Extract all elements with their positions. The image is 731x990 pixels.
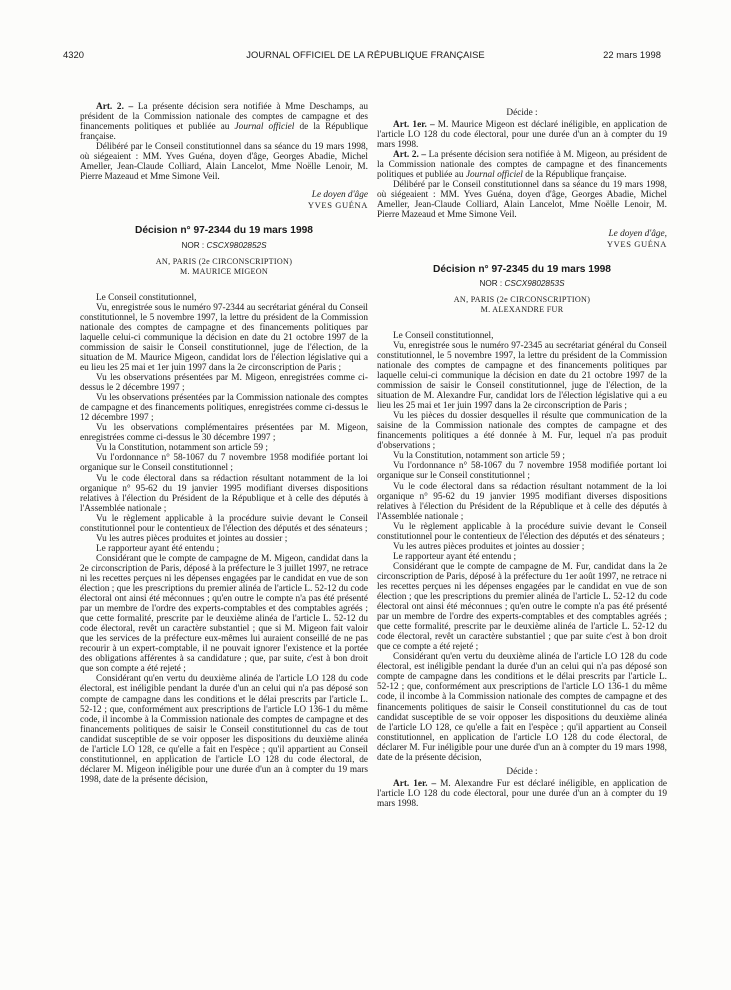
paragraph: Vu, enregistrée sous le numéro 97-2344 au secrétariat général du Conseil constitutionnel, le 5 novembre 1997, la lettre du président de la Commission nationale des comptes de campagne et des financements politiques par laquelle celui-ci communique la décision en date du 21 octobre 1997 de la commission de saisir le Conseil constitutionnel, juge de l'élection, de la situation de M. Maurice Migeon, candidat lors de l'élection législative qui a eu lieu les 25 mai et 1er juin 1997 dans la 2e circonscription de Paris ; [80,302,368,373]
article-1 [377,120,667,150]
decide-heading: Décide : [506,766,538,777]
page-number: 4320 [63,49,85,60]
deliberation: Délibéré par le Conseil constitutionnel dans sa séance du 19 mars 1998, où siégeaient : MM. Yves Guéna, doyen d'âge, Georges Abadie, Michel Ameller, Jean-Claude Colliard, Alain Lancelot, Mme Noëlle Lenoir, M. Pierre Mazeaud et Mme Simone Veil. [80,142,368,183]
nor-code: CSCX9802853S [504,278,565,288]
candidate-name: M. MAURICE MIGEON [179,266,269,276]
signature-title: Le doyen d'âge [311,190,368,201]
paragraph: Considérant qu'en vertu du deuxième alinéa de l'article LO 128 du code électoral, est inéligible pendant la durée d'un an celui qui n'a pas déposé son compte de campagne dans les conditions et le délai prescrits par l'article L. 52-12 ; que, conformément aux prescriptions de l'article LO 136-1 du même code, il incombe à la Commission nationale des comptes de campagne et des financements politiques de saisir le Conseil constitutionnel du cas de tout candidat susceptible de se voir opposer les dispositions du deuxième alinéa de l'article LO 128, ce qu'elle a fait en l'espèce ; qu'il appartient au Conseil constitutionnel, en application de l'article LO 128 du code électoral, de déclarer M. Migeon inéligible pour une durée d'un an à compter du 19 mars 1998, date de la présente décision, [80,674,368,785]
nor-reference [377,279,667,289]
decide-heading: Décide : [506,108,538,118]
final-article-1 [377,779,667,809]
nor-reference [80,241,368,251]
right-column [377,106,667,809]
paragraph: Vu le code électoral dans sa rédaction résultant notamment de la loi organique n° 95-62 du 19 janvier 1995 modifiant diverses dispositions relatives à l'élection du Président de la République et à celle des députés à l'Assemblée nationale ; [377,481,667,522]
circonscription: AN, PARIS (2e CIRCONSCRIPTION) [155,256,293,266]
paragraph: Le Conseil constitutionnel, [393,330,494,341]
decision-title: Décision n° 97-2344 du 19 mars 1998 [135,225,313,237]
decision-body [80,293,368,785]
paragraph: Vu le règlement applicable à la procédure suivie devant le Conseil constitutionnel pour le contentieux de l'élection des députés et des sénateurs ; [80,513,368,534]
article-text-end: de la République française. [80,122,369,143]
paragraph: Le rapporteur ayant été entendu ; [96,543,220,554]
signature-title: Le doyen d'âge, [608,228,667,239]
article-2 [80,102,368,142]
paragraph: Considérant que le compte de campagne de M. Migeon, candidat dans la 2e circonscription de Paris, déposé à la préfecture le 3 juillet 1997, ne retrace ni les recettes perçues ni les dépenses engagées par le candidat en vue de son élection ; que les prescriptions du premier alinéa de l'article L. 52-12 du code électoral ont ainsi été méconnues ; qu'en outre le compte n'a pas été présenté par un membre de l'ordre des experts-comptables et des comptables agréés ; que cette formalité, prescrite par le deuxième alinéa de l'article L. 52-12 du code électoral, revêt un caractère substantiel ; que si M. Migeon fait valoir que les services de la préfecture eux-mêmes lui auraient conseillé de ne pas recourir à un expert-comptable, il ne pouvait ignorer l'existence et la portée des obligations afférentes à sa candidature ; que, par suite, c'est à bon droit que son compte a été rejeté ; [80,553,368,675]
signature-name: YVES GUÉNA [307,200,368,211]
article-lead: Art. 1er. – [393,120,435,131]
article-lead: Art. 2. – [96,102,134,112]
paragraph: Le rapporteur ayant été entendu ; [393,551,517,562]
left-column [80,102,368,785]
article-text: M. Maurice Migeon est déclaré inéligible, en application de l'article LO 128 du code électoral, pour une durée d'un an à compter du 19 mars 1998. [377,120,667,151]
paragraph: Vu les autres pièces produites et jointes au dossier ; [96,533,288,544]
paragraph: Vu, enregistrée sous le numéro 97-2345 au secrétariat général du Conseil constitutionnel, le 5 novembre 1997, la lettre du président de la Commission nationale des comptes de campagne et des financements politiques par laquelle celui-ci communique la décision en date du 21 octobre 1997 de la commission de saisir le Conseil constitutionnel, juge de l'élection, de la situation de M. Alexandre Fur, candidat lors de l'élection législative qui a eu lieu les 25 mai et 1er juin 1997 dans la 2e circonscription de Paris ; [377,340,667,412]
article-text: La présente décision sera notifiée à M. Migeon, au président de la Commission nationale des comptes de campagne et des financements politiques et publiée au [377,150,668,181]
paragraph: Vu la Constitution, notamment son article 59 ; [393,451,565,462]
journal-title: JOURNAL OFFICIEL DE LA RÉPUBLIQUE FRANÇAISE [246,49,485,60]
article-lead: Art. 1er. – [393,778,437,789]
paragraph: Vu les observations complémentaires présentées par M. Migeon, enregistrées comme ci-dessus le 30 décembre 1997 ; [80,423,368,444]
paragraph: Vu l'ordonnance n° 58-1067 du 7 novembre 1958 modifiée portant loi organique sur le Conseil constitutionnel ; [377,461,667,482]
article-text-end: de la République française. [522,170,627,181]
journal-ref: Journal officiel [465,170,523,181]
paragraph: Vu le code électoral dans sa rédaction résultant notamment de la loi organique n° 95-62 du 19 janvier 1995 modifiant diverses dispositions relatives à l'élection du Président de la République et à celle des députés à l'Assemblée nationale ; [80,473,368,514]
journal-ref: Journal officiel [234,122,295,133]
decision-body [377,331,667,763]
article-2 [377,150,667,180]
article-text: La présente décision sera notifiée à Mme Deschamps, au président de la Commission nationale des comptes de campagne et des financements politiques et publiée au [80,102,369,133]
nor-label: NOR : [479,278,505,288]
paragraph: Vu le règlement applicable à la procédure suivie devant le Conseil constitutionnel pour le contentieux de l'élection des députés et des sénateurs ; [377,521,667,542]
paragraph: Vu la Constitution, notamment son article 59 ; [96,443,268,454]
paragraph: Le Conseil constitutionnel, [96,292,197,303]
decision-title: Décision n° 97-2345 du 19 mars 1998 [433,263,611,275]
deliberation: Délibéré par le Conseil constitutionnel dans sa séance du 19 mars 1998, où siégeaient : MM. Yves Guéna, doyen d'âge, Georges Abadie, Michel Ameller, Jean-Claude Colliard, Alain Lancelot, Mme Noëlle Lenoir, M. Pierre Mazeaud et Mme Simone Veil. [377,180,667,221]
article-text: M. Alexandre Fur est déclaré inéligible, en application de l'article LO 128 du code électoral, pour une durée d'un an à compter du 19 mars 1998. [377,778,667,809]
article-lead: Art. 2. – [393,150,427,161]
paragraph: Vu les observations présentées par M. Migeon, enregistrées comme ci-dessus le 2 décembre 1997 ; [80,373,368,394]
paragraph: Vu les autres pièces produites et jointes au dossier ; [393,541,585,552]
candidate-name: M. ALEXANDRE FUR [480,304,564,314]
paragraph: Vu l'ordonnance n° 58-1067 du 7 novembre 1958 modifiée portant loi organique sur le Conseil constitutionnel ; [80,453,368,474]
paragraph: Vu les pièces du dossier desquelles il résulte que communication de la saisine de la Commission nationale des comptes de campagne et des financements politiques a été donnée à M. Fur, lequel n'a pas produit d'observations ; [377,411,667,452]
nor-label: NOR : [181,240,207,250]
paragraph: Considérant que le compte de campagne de M. Fur, candidat dans la 2e circonscription de Paris, déposé à la préfecture du 1er août 1997, ne retrace ni les recettes perçues ni les dépenses engagées par le candidat en vue de son élection ; que les prescriptions du premier alinéa de l'article L. 52-12 du code électoral ont ainsi été méconnues ; qu'en outre le compte n'a pas été présenté par un membre de l'ordre des experts-comptables et des comptables agréés ; que cette formalité, prescrite par le deuxième alinéa de l'article L. 52-12 du code électoral, revêt un caractère substantiel ; que par suite c'est à bon droit que ce compte a été rejeté ; [377,561,667,653]
paragraph: Considérant qu'en vertu du deuxième alinéa de l'article LO 128 du code électoral, est inéligible pendant la durée d'un an celui qui n'a pas déposé son compte de campagne dans les conditions et le délai prescrits par l'article L. 52-12 ; que, conformément aux prescriptions de l'article LO 136-1 du même code, il incombe à la Commission nationale des comptes de campagne et des financements politiques de saisir le Conseil constitutionnel du cas de tout candidat susceptible de se voir opposer les dispositions du deuxième alinéa de l'article LO 128, ce qu'elle a fait en l'espèce ; qu'il appartient au Conseil constitutionnel, en application de l'article LO 128 du code électoral, de déclarer M. Fur inéligible pour une durée d'un an à compter du 19 mars 1998, date de la présente décision, [377,652,667,763]
signature-name: YVES GUÉNA [606,238,667,249]
paragraph: Vu les observations présentées par la Commission nationale des comptes de campagne et des financements politiques, enregistrées comme ci-dessus le 12 décembre 1997 ; [80,393,368,424]
issue-date: 22 mars 1998 [603,49,661,60]
nor-code: CSCX9802852S [206,240,267,250]
circonscription: AN, PARIS (2e CIRCONSCRIPTION) [453,294,591,304]
